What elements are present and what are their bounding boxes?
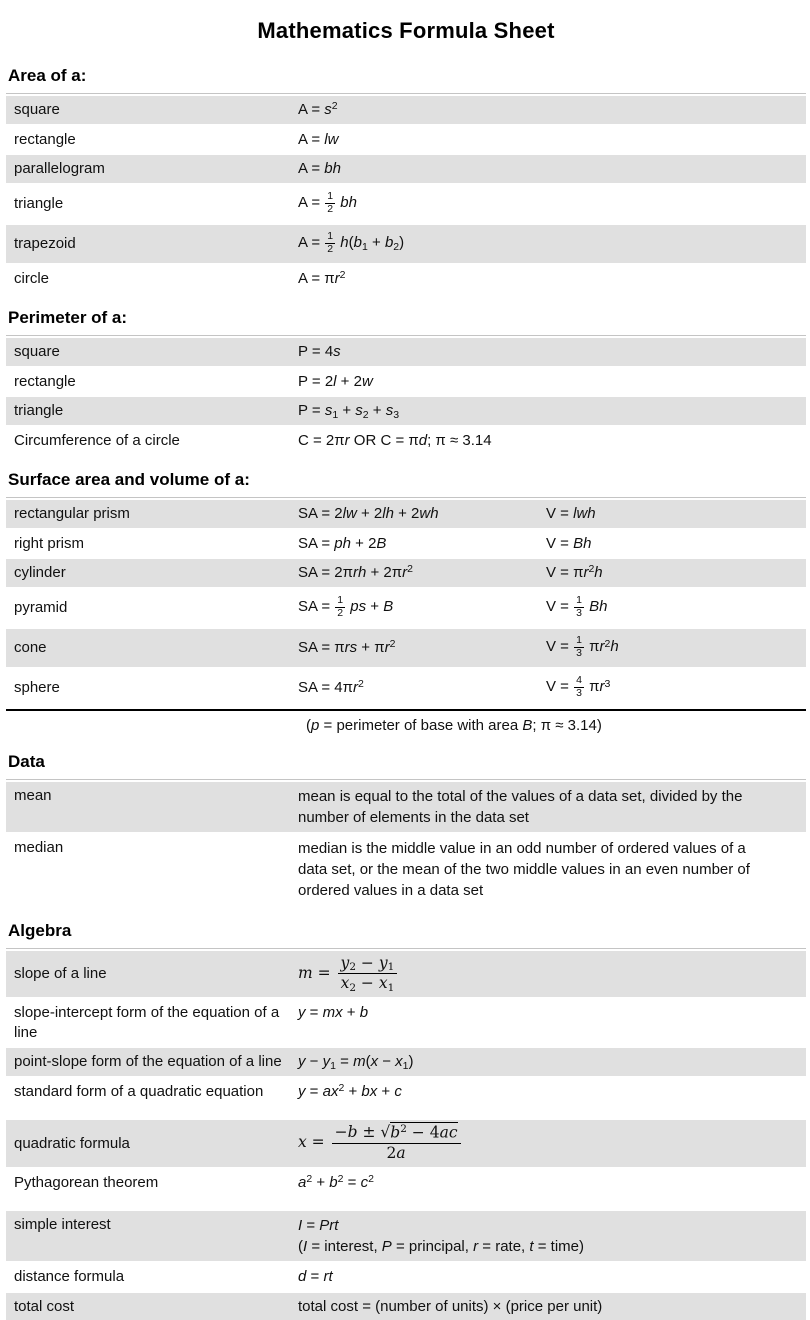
row-sa-formula: SA = $\frac{1}{2}$ ps + B — [298, 595, 546, 619]
row-label: distance formula — [6, 1267, 298, 1287]
formula-row — [6, 338, 806, 366]
row-formula: total cost = (number of units) × (price per unit) — [298, 1297, 806, 1317]
row-label: rectangle — [6, 372, 298, 392]
section-heading-data: Data — [8, 752, 806, 772]
row-label: slope of a line — [6, 964, 298, 984]
algebra-table — [6, 948, 806, 1320]
perimeter-table — [6, 335, 806, 454]
row-definition: mean is equal to the total of the values of a data set, divided by the number of elements in the data set — [298, 786, 806, 828]
area-table — [6, 93, 806, 292]
row-formula: m = $\frac{y_2 - y_1}{x_2 - x_1}$ — [298, 955, 806, 994]
row-volume-formula: V = $\frac{1}{3}$ $\pi r^2h$ — [546, 635, 806, 659]
row-formula: x = $\frac{-b \pm √b^2 - 4ac}{2a}$ — [298, 1124, 806, 1163]
formula-row — [6, 999, 806, 1046]
row-label: simple interest — [6, 1215, 298, 1235]
formula-row — [6, 1263, 806, 1291]
row-formula: d = rt — [298, 1267, 806, 1287]
section-heading-surface: Surface area and volume of a: — [8, 470, 806, 490]
row-label: pyramid — [6, 598, 298, 618]
row-label: square — [6, 100, 298, 120]
row-label: point-slope form of the equation of a line — [6, 1052, 298, 1072]
row-formula: P = 4s — [298, 342, 806, 362]
row-label: circle — [6, 269, 298, 289]
row-label: trapezoid — [6, 234, 298, 254]
row-sa-formula: SA = $\pi rs + \pi r^2$ — [298, 638, 546, 658]
formula-row — [6, 1169, 806, 1197]
section-data — [6, 752, 806, 905]
formula-row — [6, 951, 806, 998]
row-volume-formula: V = $\frac{4}{3}$ $\pi r^3$ — [546, 675, 806, 699]
row-definition: median is the middle value in an odd number of ordered values of a data set, or the mean of the two middle values in an even number of ordered values in a data set — [298, 838, 806, 901]
row-label: Circumference of a circle — [6, 431, 298, 451]
row-label: parallelogram — [6, 159, 298, 179]
formula-row — [6, 155, 806, 183]
row-label: triangle — [6, 401, 298, 421]
row-formula: C = 2πr OR C = πd; π ≈ 3.14 — [298, 431, 806, 451]
row-label: mean — [6, 786, 298, 806]
formula-row — [6, 185, 806, 223]
row-label: slope-intercept form of the equation of a line — [6, 1003, 298, 1042]
formula-row — [6, 96, 806, 124]
row-formula: A = $\frac{1}{2}$ bh — [298, 191, 806, 215]
section-area — [6, 66, 806, 292]
formula-row — [6, 397, 806, 425]
row-formula: $A = s^2$ — [298, 100, 806, 120]
formula-row — [6, 629, 806, 667]
row-formula: I = Prt (I = interest, P = principal, r = rate, t = time) — [298, 1215, 806, 1257]
row-formula: $y - y_1 = m(x - x_1)$ — [298, 1052, 806, 1072]
row-formula: $a^2 + b^2 = c^2$ — [298, 1173, 806, 1193]
surface-note: (p = perimeter of base with area B; π ≈ 3.14) — [6, 711, 806, 736]
section-heading-area: Area of a: — [8, 66, 806, 86]
section-algebra — [6, 921, 806, 1320]
surface-table — [6, 497, 806, 736]
row-formula: $P = s_1 + s_2 + s_3$ — [298, 401, 806, 421]
formula-row — [6, 589, 806, 627]
row-volume-formula: $V = \pi r^2h$ — [546, 563, 806, 583]
row-formula: $A = \pi r^2$ — [298, 269, 806, 289]
formula-row — [6, 1211, 806, 1261]
page-title: Mathematics Formula Sheet — [6, 18, 806, 44]
formula-row — [6, 427, 806, 455]
section-surface — [6, 470, 806, 736]
row-sa-formula: SA = $2\pi rh + 2\pi r^2$ — [298, 563, 546, 583]
row-formula: A = $\frac{1}{2}$ $h(b_1 + b_2)$ — [298, 231, 806, 255]
definition-row — [6, 782, 806, 832]
row-formula: A = lw — [298, 130, 806, 150]
row-formula: A = bh — [298, 159, 806, 179]
formula-row — [6, 1120, 806, 1167]
row-label: cylinder — [6, 563, 298, 583]
formula-row — [6, 126, 806, 154]
formula-row — [6, 1293, 806, 1320]
section-perimeter — [6, 308, 806, 454]
row-volume-formula: V = $\frac{1}{3}$ Bh — [546, 595, 806, 619]
row-volume-formula: V = lwh — [546, 504, 806, 524]
section-heading-perimeter: Perimeter of a: — [8, 308, 806, 328]
formula-row — [6, 225, 806, 263]
row-label: median — [6, 838, 298, 858]
formula-row — [6, 559, 806, 587]
row-label: standard form of a quadratic equation — [6, 1082, 298, 1102]
data-table — [6, 779, 806, 905]
formula-row — [6, 1048, 806, 1076]
formula-row — [6, 1078, 806, 1106]
row-label: rectangle — [6, 130, 298, 150]
row-label: sphere — [6, 678, 298, 698]
row-label: quadratic formula — [6, 1134, 298, 1154]
formula-row — [6, 669, 806, 707]
definition-row — [6, 834, 806, 905]
formula-row — [6, 530, 806, 558]
row-label: cone — [6, 638, 298, 658]
row-sa-formula: SA = 2lw + 2lh + 2wh — [298, 504, 546, 524]
formula-row — [6, 368, 806, 396]
row-label: right prism — [6, 534, 298, 554]
row-label: Pythagorean theorem — [6, 1173, 298, 1193]
row-formula: $y = ax^2$ + bx + c — [298, 1082, 806, 1102]
row-volume-formula: V = Bh — [546, 534, 806, 554]
section-heading-algebra: Algebra — [8, 921, 806, 941]
row-sa-formula: SA = $4\pi r^2$ — [298, 678, 546, 698]
row-sa-formula: SA = ph + 2B — [298, 534, 546, 554]
row-label: total cost — [6, 1297, 298, 1317]
formula-row — [6, 500, 806, 528]
row-label: square — [6, 342, 298, 362]
row-formula: y = mx + b — [298, 1003, 806, 1023]
row-label: triangle — [6, 194, 298, 214]
formula-row — [6, 265, 806, 293]
row-formula: P = 2l + 2w — [298, 372, 806, 392]
row-label: rectangular prism — [6, 504, 298, 524]
